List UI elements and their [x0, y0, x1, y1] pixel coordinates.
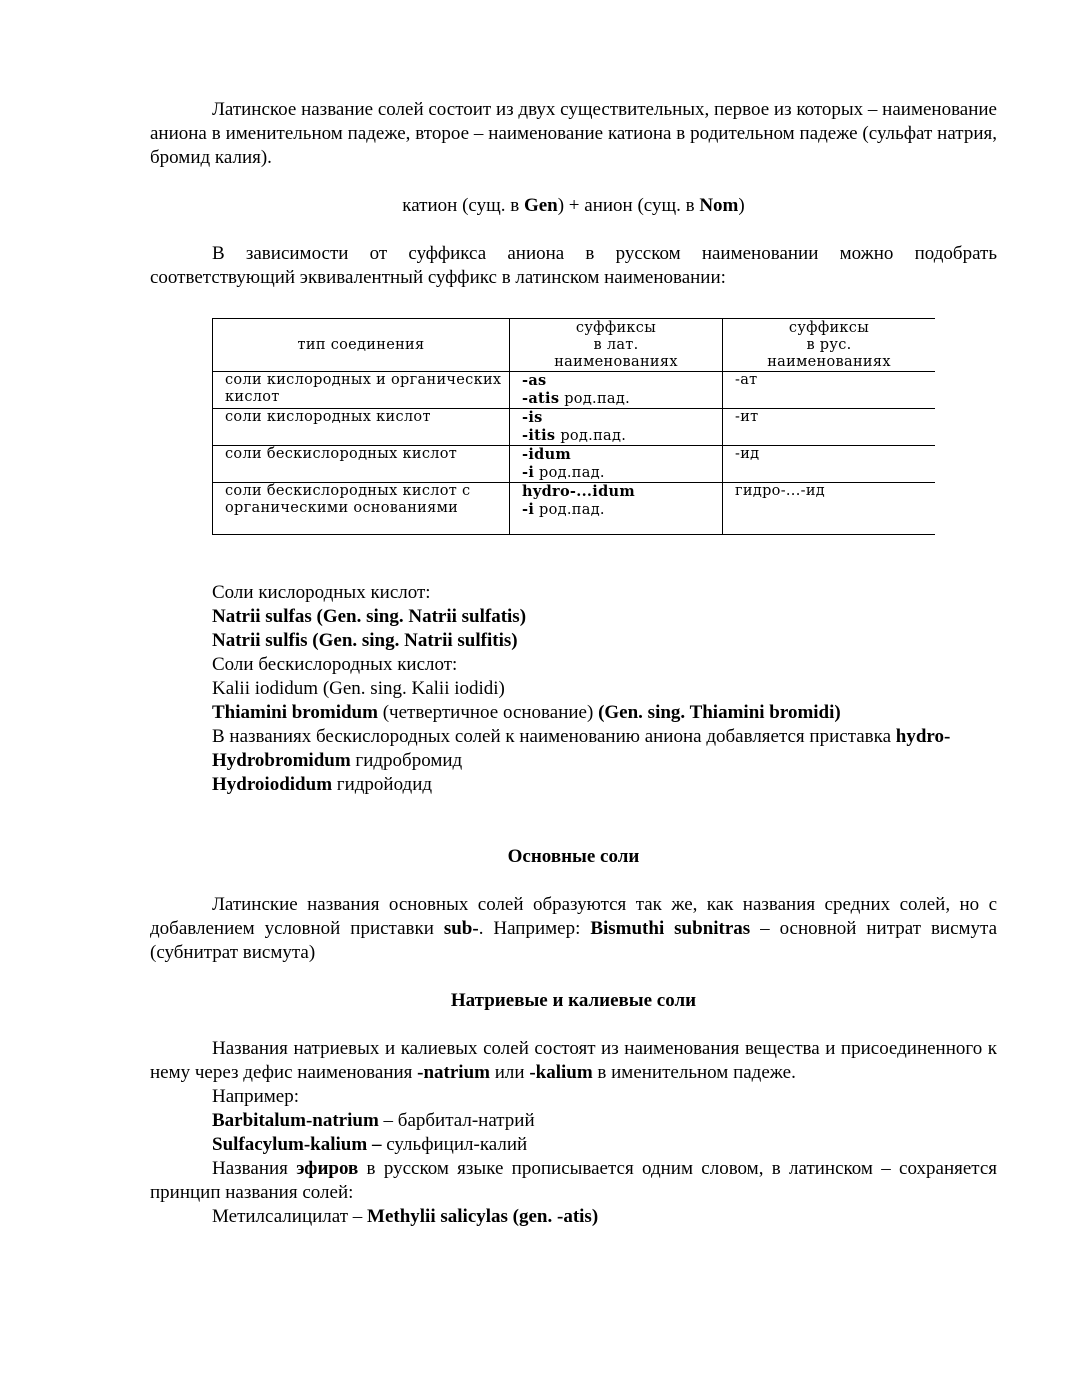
oxy-heading: Соли кислородных кислот: — [212, 582, 431, 603]
examples-section — [150, 581, 997, 1229]
table-cell: hydro-...idum -i род.пад. — [510, 483, 723, 535]
table-row — [213, 483, 936, 535]
table-cell: -is -itis род.пад. — [510, 409, 723, 446]
table-cell: соли бескислородных кислот с органическими основаниями — [213, 483, 510, 535]
table-cell: соли кислородных и органических кислот — [213, 372, 510, 409]
example-label: Например: — [212, 1086, 299, 1107]
ester-paragraph: Названия эфиров в русском языке прописывается одним словом, в латинском – сохраняется принцип названия солей: — [150, 1158, 997, 1203]
nonoxy-heading: Соли бескислородных кислот: — [212, 654, 458, 675]
table-header-row — [213, 319, 936, 372]
suffix-paragraph: В зависимости от суффикса аниона в русском наименовании можно подобрать соответствующий эквивалентный суффикс в латинском наименовании: — [150, 243, 997, 288]
formula-text: катион (сущ. в — [402, 195, 524, 216]
table-cell: гидро-...-ид — [723, 483, 936, 535]
suffix-table — [212, 318, 935, 535]
table-row — [213, 409, 936, 446]
example-line: Hydrobromidum гидробромид — [212, 750, 463, 771]
table-cell: -idum -i род.пад. — [510, 446, 723, 483]
table-header: суффиксы в лат. наименованиях — [510, 319, 723, 372]
table-cell: -as -atis род.пад. — [510, 372, 723, 409]
table-cell: соли кислородных кислот — [213, 409, 510, 446]
example-line: Natrii sulfis (Gen. sing. Natrii sulfitis) — [212, 630, 518, 651]
text-body — [150, 98, 997, 290]
example-line: Hydroiodidum гидройодид — [212, 774, 433, 795]
na-k-paragraph: Названия натриевых и калиевых солей состоят из наименования вещества и присоединенного к нему через дефис наименования -natrium или -kalium в именительном падеже. — [150, 1038, 997, 1083]
formula-gen: Gen — [523, 195, 558, 216]
table-cell: -ид — [723, 446, 936, 483]
table-row — [213, 446, 936, 483]
example-line: Sulfacylum-kalium – сульфицил-калий — [212, 1134, 528, 1155]
section-title: Натриевые и калиевые соли — [450, 990, 697, 1011]
basic-salts-paragraph: Латинские названия основных солей образуются так же, как названия средних солей, но с добавлением условной приставки sub-. Например: Bismuthi subnitras – основной нитрат висмута (субнитрат висмута) — [150, 894, 998, 963]
formula-line — [150, 194, 997, 218]
table-row — [213, 372, 936, 409]
example-line: Barbitalum-natrium – барбитал-натрий — [212, 1110, 535, 1131]
table-header: суффиксы в рус. наименованиях — [723, 319, 936, 372]
formula-nom: Nom — [699, 195, 739, 216]
example-line: Kalii iodidum (Gen. sing. Kalii iodidi) — [212, 678, 505, 699]
table-header: тип соединения — [213, 319, 510, 372]
table-cell: соли бескислородных кислот — [213, 446, 510, 483]
section-title: Основные соли — [507, 846, 640, 867]
formula-text: ) + анион (сущ. в — [557, 195, 700, 216]
formula-text: ) — [738, 195, 745, 216]
example-line: Natrii sulfas (Gen. sing. Natrii sulfatis) — [212, 606, 527, 627]
example-line: Метилсалицилат – Methylii salicylas (gen. -atis) — [212, 1206, 599, 1227]
example-line: Thiamini bromidum (четвертичное основание) (Gen. sing. Thiamini bromidi) — [212, 702, 841, 723]
intro-paragraph: Латинское название солей состоит из двух существительных, первое из которых – наименование аниона в именительном падеже, второе – наименование катиона в родительном падеже (сульфат натрия, бромид калия). — [150, 99, 997, 168]
table-cell: -ат — [723, 372, 936, 409]
hydro-paragraph: В названиях бескислородных солей к наименованию аниона добавляется приставка hydro- — [212, 726, 951, 747]
table-cell: -ит — [723, 409, 936, 446]
